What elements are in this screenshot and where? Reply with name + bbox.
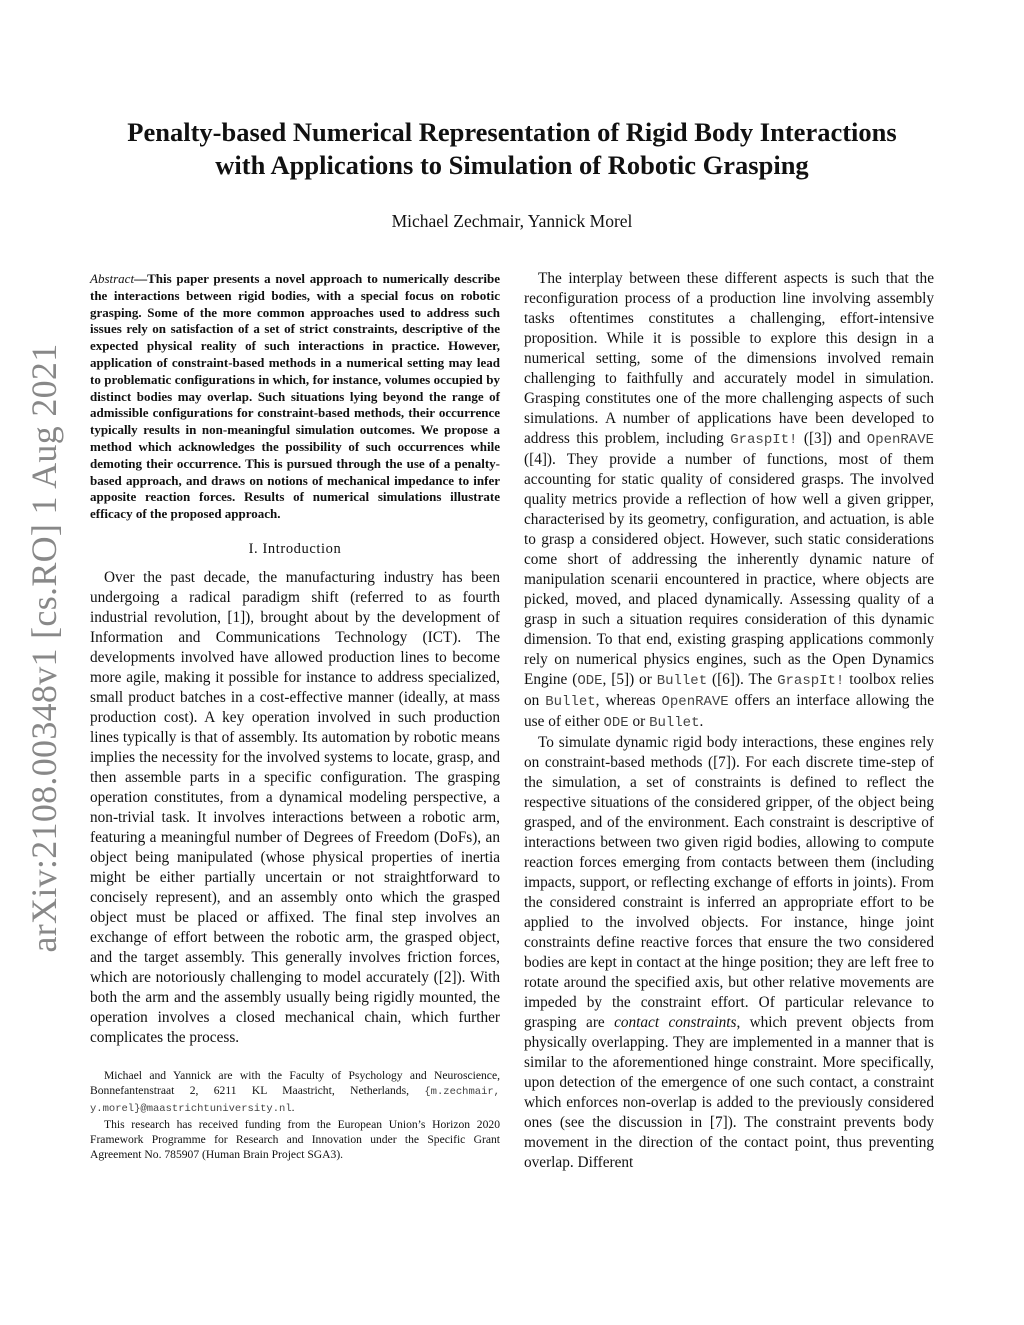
paper-title	[80, 116, 944, 182]
p1-text-g: , whereas	[595, 692, 662, 709]
abstract-text: This paper presents a novel approach to numerically describe the interactions between rigid bodies, with a special focus on robotic grasping. Some of the more common approaches used to address such issues rely on satisfaction of a set of strict constraints, descriptive of the expected physical reality of such interactions in practice. However, application of constraint-based methods in a numerical setting may lead to problematic configurations in which, for instance, volumes occupied by distinct bodies may overlap. Such situations lying beyond the range of admissible configurations for constraint-based methods, their occurrence typically results in non-meaningful simulation outcomes. We propose a method which acknowledges the possibility of such occurrences while demoting their occurrence. This is pursued through the use of a penalty-based approach, and draws on notions of mechanical impedance to infer apposite reaction forces. Results of numerical simulations illustrate efficacy of the proposed approach.	[90, 271, 500, 522]
bullet-ref-3: Bullet	[649, 715, 700, 731]
p1-text-d: , [5]) or	[602, 671, 657, 688]
bullet-ref: Bullet	[656, 673, 708, 689]
author-list: Michael Zechmair, Yannick Morel	[391, 211, 633, 231]
p2-text-a: To simulate dynamic rigid body interactions, these engines rely on constraint-based methods ([7]). For each discrete time-step of the simulation, a set of constraints is defined to reflect the respective situations of the considered gripper, of the object being grasped, and of the environment. Each constraint is descriptive of interactions between two given rigid bodies, allowing to compute reaction forces emerging from contacts between them (including impacts, support, or reflecting exchange of efforts in joints). From the considered constraint is inferred an appropriate effort to be applied to the involved objects. For instance, hinge joint constraints define reactive forces that ensure the two considered bodies are kept in contact at the hinge position; they are left free to rotate around the specified axis, but other relative movements are impeded by the constraint effort. Of particular relevance to grasping are	[524, 734, 934, 1031]
openrave-ref-2: OpenRAVE	[661, 694, 729, 710]
funding-footnote: This research has received funding from the European Union’s Horizon 2020 Framework Programme for Research and Innovation under the Specific Grant Agreement No. 785907 (Human Brain Project SGA3).	[90, 1117, 500, 1161]
openrave-ref: OpenRAVE	[866, 432, 935, 448]
ode-ref-2: ODE	[603, 715, 629, 731]
left-column	[90, 271, 500, 1162]
intro-paragraph: Over the past decade, the manufacturing industry has been undergoing a radical paradigm shift (referred to as fourth industrial revolution, [1]), brought about by the development of Information and Communications Technology (ICT). The developments involved have allowed production lines to become more agile, making it possible for instance to address specialized, small product batches in a cost-effective manner (ideally, at mass production cost). A key operation involved in such production lines typically is that of assembly. Its automation by robotic means implies the necessity for the involved systems to locate, grasp, and then assemble parts in a specific configuration. The grasping operation constitutes, from a dynamical modeling perspective, a non-trivial task. It involves interactions between a robotic arm, featuring a meaningful number of Degrees of Freedom (DoFs), an object being manipulated (whose physical properties of inertia might be either partially uncertain or not straightforward to concisely represent), and an assembly onto which the grasped object must be placed or affixed. The final step involves an exchange of effort between the robotic arm, the grasped object, and the target assembly. This generally involves friction forces, which are notoriously challenging to model accurately ([2]). With both the arm and the assembly usually being rigidly mounted, the operation involves a closed mechanical chain, which further complicates the process.	[90, 568, 500, 1046]
right-column	[524, 269, 934, 1173]
p1-text-a: The interplay between these different aspects is such that the reconfiguration process of a production line involving assembly tasks oftentimes constitutes a challenging, effort-intensive proposition. While it is possible to explore this design in a numerical setting, some of the dimensions involved remain challenging to faithfully and accurately model in simulation. Grasping constitutes one of the more challenging aspects of such simulations. A number of applications have been developed to address this problem, including	[524, 270, 934, 447]
right-paragraph-2	[524, 733, 934, 1173]
affiliation-end: .	[291, 1100, 295, 1114]
title-line-2: with Applications to Simulation of Robotic Grasping	[215, 150, 809, 180]
affiliation-footnote	[90, 1068, 500, 1117]
graspit-ref-2: GraspIt!	[777, 673, 845, 689]
p1-text-h: offers an interface allowing the use of either	[524, 692, 934, 730]
arxiv-identifier-stamp: arXiv:2108.00348v1 [cs.RO] 1 Aug 2021	[24, 343, 64, 953]
p1-text-f: toolbox relies on	[524, 671, 934, 709]
p2-text-b: , which prevent objects from physically overlapping. They are implemented in a manner that is similar to the aforementioned hinge constraint. More specifically, upon detection of the emergence of one such contact, a constraint which enforces non-overlap is added to the previously considered ones (see the discussion in [7]). The constraint prevents body movement in the direction of the contact point, thus preventing overlap. Different	[524, 1014, 934, 1171]
footnotes	[90, 1068, 500, 1162]
ode-ref: ODE	[577, 673, 603, 689]
p1-text-j: .	[699, 713, 704, 730]
p1-text-b: ([3]) and	[797, 430, 867, 447]
abstract-dash: —	[134, 271, 148, 286]
bullet-ref-2: Bullet	[545, 694, 596, 710]
affiliation-text: Michael and Yannick are with the Faculty of Psychology and Neuroscience, Bonnefantenstraat 2, 6211 KL Maastricht, Netherlands,	[90, 1068, 500, 1097]
p1-text-e: ([6]). The	[707, 671, 778, 688]
section-heading-introduction: I. Introduction	[248, 540, 342, 557]
contact-constraints-term: contact constraints	[614, 1014, 737, 1031]
abstract-label: Abstract	[90, 271, 135, 286]
author-emails: {m.zechmair, y.morel}@maastrichtuniversity.nl	[90, 1085, 500, 1115]
title-line-1: Penalty-based Numerical Representation of Rigid Body Interactions	[127, 117, 897, 147]
right-paragraph-1	[524, 269, 934, 733]
p1-text-i: or	[628, 713, 650, 730]
graspit-ref: GraspIt!	[730, 432, 798, 448]
abstract	[90, 271, 500, 523]
p1-text-c: ([4]). They provide a number of functions, most of them accounting for static quality of considered grasps. The involved quality metrics provide a reflection of how well a given gripper, characterised by its geometry, configuration, and actuation, is able to grasp a considered object. However, such static considerations come short of addressing the inherently dynamic nature of manipulation scenarii encountered in practice, where objects are picked, moved, and placed dynamically. Assessing quality of a grasp in such a situation requires consideration of this dynamic dimension. To that end, existing grasping applications commonly rely on numerical physics engines, such as the Open Dynamics Engine (	[524, 451, 934, 688]
